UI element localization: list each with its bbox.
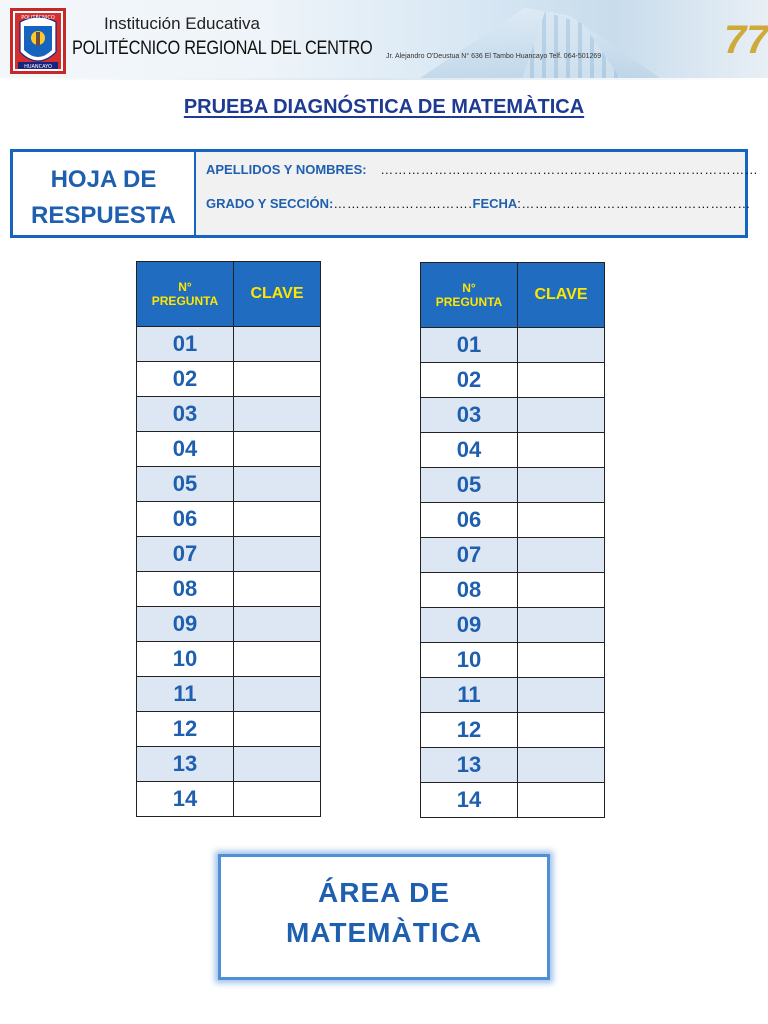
names-label: APELLIDOS Y NOMBRES: (206, 162, 367, 177)
answer-key-cell[interactable] (518, 783, 605, 818)
question-number: 09 (421, 608, 518, 643)
question-number: 02 (137, 362, 234, 397)
school-crest-logo (10, 8, 66, 74)
answer-key-cell[interactable] (234, 677, 321, 712)
table-header-row (421, 263, 605, 328)
answer-rows-right (421, 328, 605, 818)
table-row (421, 643, 605, 678)
crest-bottom-text: HUANCAYO (24, 64, 52, 70)
answer-key-cell[interactable] (518, 398, 605, 433)
question-number: 14 (137, 782, 234, 817)
table-row (137, 502, 321, 537)
question-number: 01 (421, 328, 518, 363)
table-row (421, 573, 605, 608)
question-number: 05 (137, 467, 234, 502)
date-blank[interactable]: :…………………………………………… (517, 196, 751, 211)
subject-area-line2: MATEMÀTICA (285, 917, 483, 948)
question-number: 10 (137, 642, 234, 677)
question-number: 06 (421, 503, 518, 538)
student-fields (196, 152, 759, 235)
table-row (137, 712, 321, 747)
table-row (421, 503, 605, 538)
answer-key-header-label: CLAVE (534, 286, 588, 303)
table-row (421, 608, 605, 643)
answer-key-cell[interactable] (234, 607, 321, 642)
answer-key-cell[interactable] (518, 468, 605, 503)
answer-key-cell[interactable] (518, 363, 605, 398)
page-title (0, 96, 768, 119)
question-number: 07 (421, 538, 518, 573)
table-row (137, 607, 321, 642)
answer-key-cell[interactable] (518, 608, 605, 643)
question-number: 12 (137, 712, 234, 747)
table-row (421, 783, 605, 818)
table-row (137, 362, 321, 397)
table-row (421, 748, 605, 783)
answer-key-cell[interactable] (234, 432, 321, 467)
institution-header (0, 0, 768, 78)
institution-type: Institución Educativa (104, 14, 260, 33)
table-row (137, 572, 321, 607)
question-number: 12 (421, 713, 518, 748)
question-number-header (421, 263, 518, 328)
question-number-header-line2: PREGUNTA (151, 294, 219, 308)
grade-label: GRADO Y SECCIÓN: (206, 196, 334, 211)
answer-sheet-label-cell (13, 152, 196, 235)
question-number: 08 (137, 572, 234, 607)
answer-key-cell[interactable] (234, 782, 321, 817)
grade-date-field[interactable] (206, 196, 751, 211)
table-row (421, 713, 605, 748)
names-blank[interactable]: ………………………………………………………………………… (380, 162, 759, 177)
answer-key-cell[interactable] (518, 678, 605, 713)
answer-key-cell[interactable] (518, 643, 605, 678)
student-info-box (10, 149, 759, 238)
table-row (137, 782, 321, 817)
question-number: 13 (137, 747, 234, 782)
question-number: 02 (421, 363, 518, 398)
question-number: 03 (421, 398, 518, 433)
answer-sheet-label (13, 162, 194, 234)
subject-area-box (218, 854, 550, 980)
answer-key-cell[interactable] (518, 538, 605, 573)
question-number-header-line1: N° (462, 281, 476, 295)
answer-key-cell[interactable] (234, 712, 321, 747)
answer-key-cell[interactable] (234, 642, 321, 677)
institution-name: POLITÉCNICO REGIONAL DEL CENTRO (72, 38, 373, 59)
answer-key-cell[interactable] (518, 503, 605, 538)
building-graphic (360, 0, 660, 78)
table-row (421, 398, 605, 433)
question-number: 14 (421, 783, 518, 818)
answer-key-cell[interactable] (234, 747, 321, 782)
answer-key-cell[interactable] (234, 362, 321, 397)
answer-key-header (234, 262, 321, 327)
question-number: 04 (421, 433, 518, 468)
title-part2: MATEMÀTICA (451, 96, 585, 118)
answer-key-cell[interactable] (234, 467, 321, 502)
answer-key-cell[interactable] (234, 572, 321, 607)
grade-blank[interactable]: …………………………. (333, 196, 473, 211)
answer-key-cell[interactable] (518, 713, 605, 748)
question-number: 06 (137, 502, 234, 537)
institution-address: Jr. Alejandro O'Deustua N° 636 El Tambo Huancayo Telf. 064-501269 (386, 53, 602, 60)
answer-key-cell[interactable] (518, 573, 605, 608)
table-row (421, 363, 605, 398)
question-number: 10 (421, 643, 518, 678)
subject-area-label (221, 873, 547, 953)
question-number: 09 (137, 607, 234, 642)
answer-key-cell[interactable] (234, 397, 321, 432)
question-number: 11 (137, 677, 234, 712)
anniversary-number: 77 (724, 18, 768, 62)
answer-key-cell[interactable] (234, 502, 321, 537)
question-number-header-line1: N° (178, 280, 192, 294)
table-row (137, 677, 321, 712)
table-row (421, 468, 605, 503)
question-number: 13 (421, 748, 518, 783)
title-part1: PRUEBA DIAGNÓSTICA DE (183, 96, 452, 118)
table-row (421, 538, 605, 573)
anniversary-logo (724, 18, 768, 72)
table-row (137, 537, 321, 572)
table-row (137, 467, 321, 502)
answer-key-cell[interactable] (518, 748, 605, 783)
answer-table-left (136, 261, 321, 817)
question-number: 01 (137, 327, 234, 362)
table-row (137, 397, 321, 432)
question-number: 05 (421, 468, 518, 503)
table-row (421, 678, 605, 713)
header-divider (0, 78, 768, 80)
names-field[interactable] (206, 162, 758, 177)
question-number: 04 (137, 432, 234, 467)
question-number-header (137, 262, 234, 327)
answer-key-cell[interactable] (234, 537, 321, 572)
table-row (137, 747, 321, 782)
answer-key-header (518, 263, 605, 328)
answer-key-cell[interactable] (518, 328, 605, 363)
answer-key-cell[interactable] (234, 327, 321, 362)
question-number: 07 (137, 537, 234, 572)
question-number: 03 (137, 397, 234, 432)
table-row (137, 327, 321, 362)
answer-rows-left (137, 327, 321, 817)
answer-table-right (420, 262, 605, 818)
subject-area-line1: ÁREA DE (318, 877, 450, 908)
table-header-row (137, 262, 321, 327)
answer-key-cell[interactable] (518, 433, 605, 468)
date-label: FECHA (472, 196, 518, 211)
question-number-header-line2: PREGUNTA (435, 295, 503, 309)
table-row (421, 328, 605, 363)
question-number: 08 (421, 573, 518, 608)
table-row (137, 642, 321, 677)
answer-sheet-label-line1: HOJA DE (50, 166, 157, 193)
table-row (421, 433, 605, 468)
answer-sheet-label-line2: RESPUESTA (31, 202, 176, 229)
table-row (137, 432, 321, 467)
crest-top-text: POLITÉCNICO (21, 15, 55, 21)
answer-key-header-label: CLAVE (250, 285, 304, 302)
question-number: 11 (421, 678, 518, 713)
